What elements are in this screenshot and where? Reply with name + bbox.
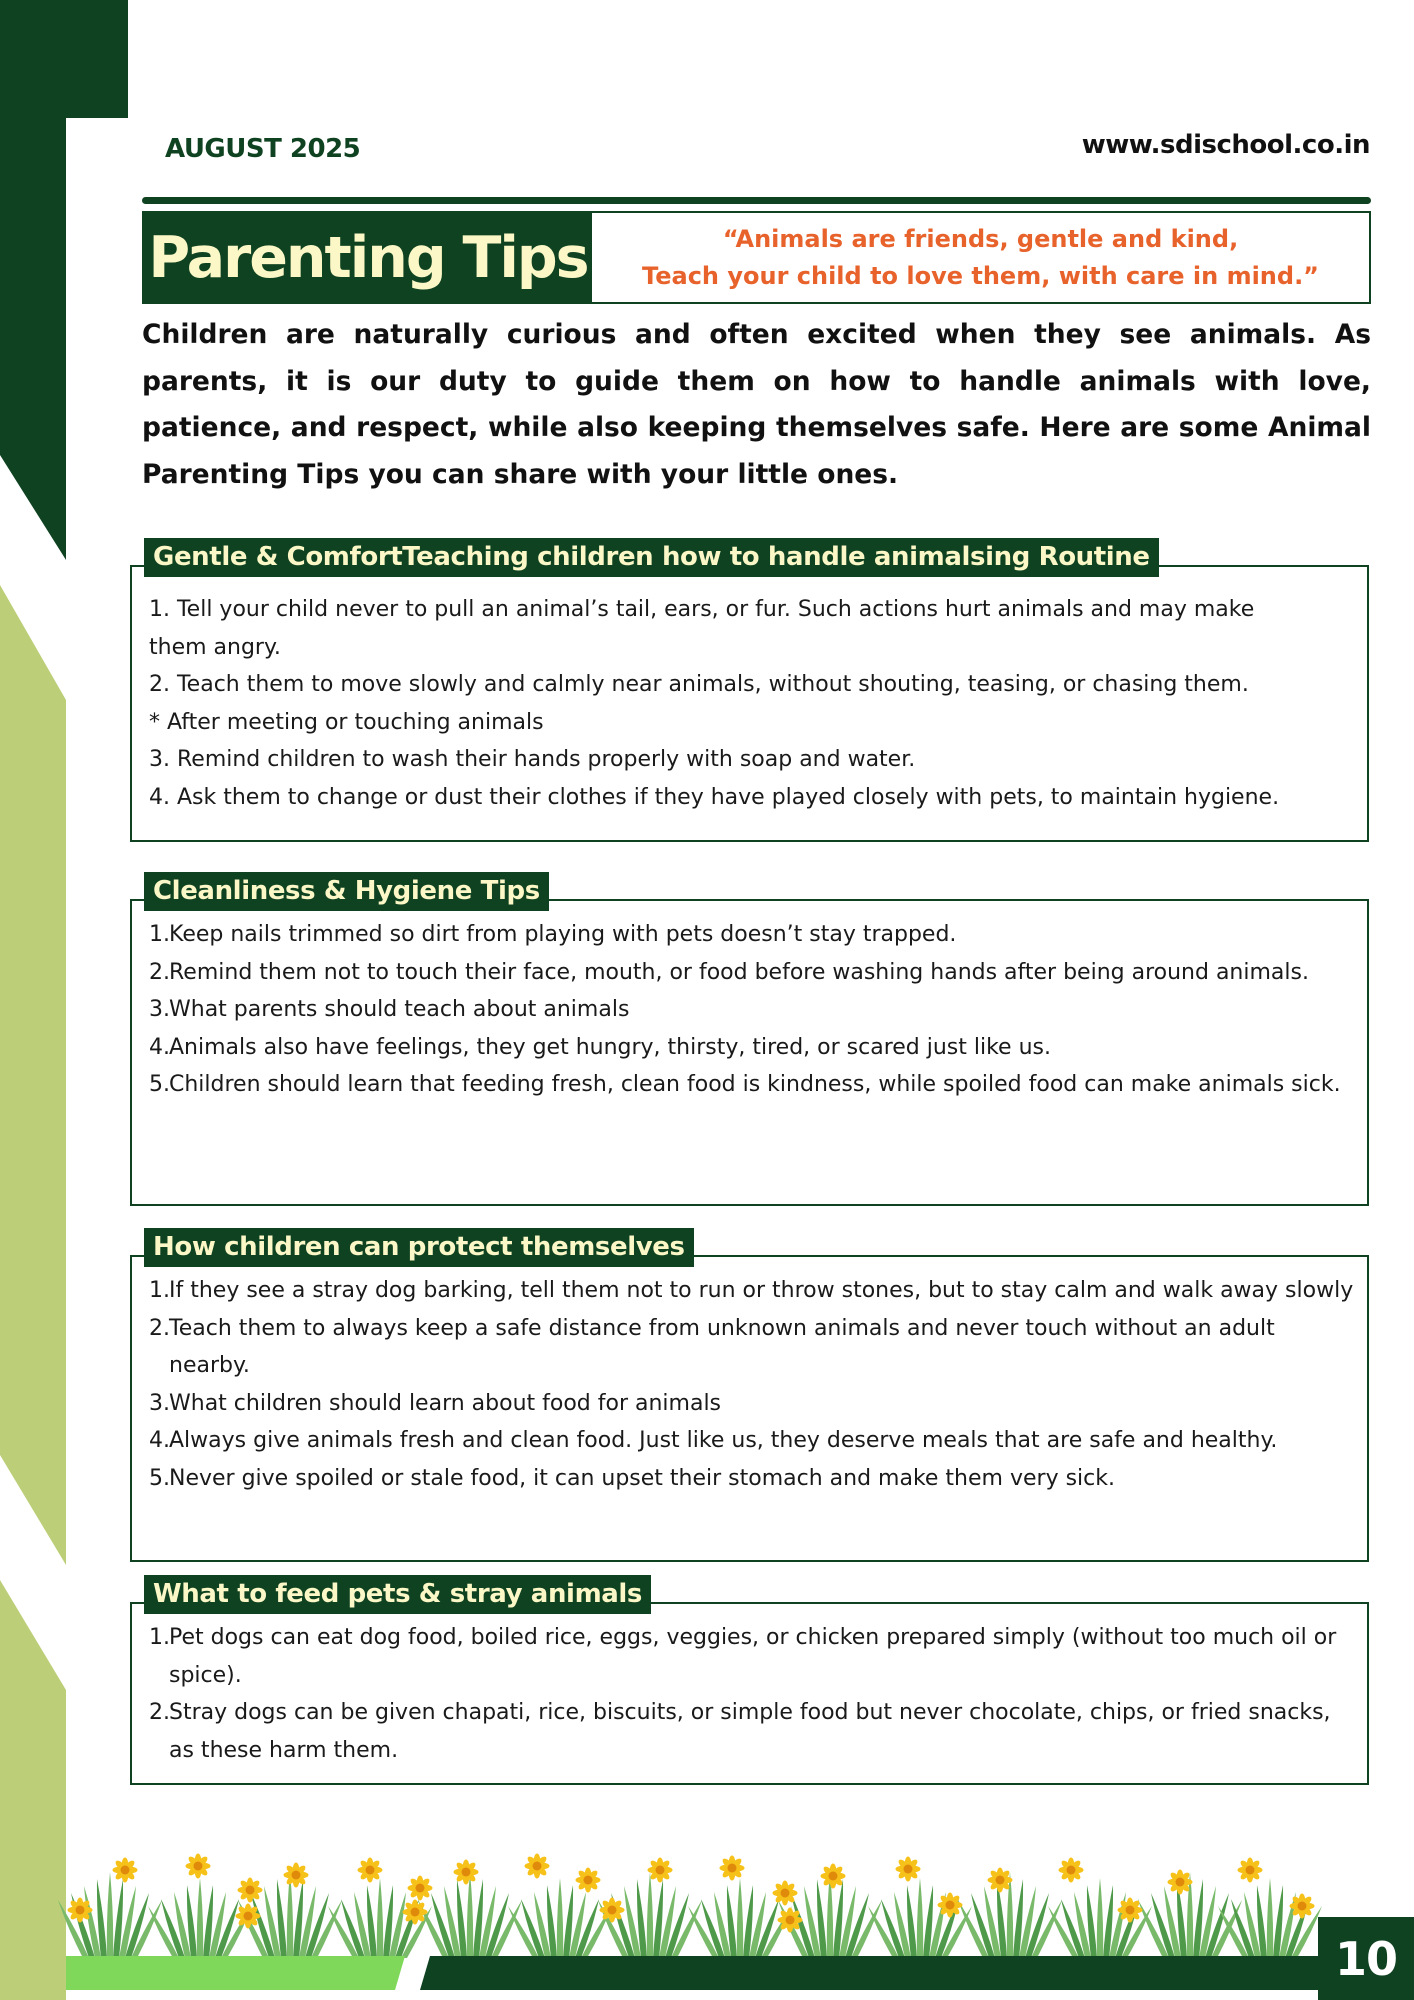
title-banner — [142, 211, 1371, 304]
flower-center — [904, 1865, 913, 1874]
list-item: 5. Children should learn that feeding fresh, clean food is kindness, while spoiled food can make animals sick. — [149, 1072, 1341, 1097]
list-item: 3. What children should learn about food for animals — [149, 1390, 722, 1416]
flower-center — [1246, 1866, 1255, 1875]
grass-blade — [1267, 1878, 1273, 1958]
section-cleanliness-hygiene — [130, 872, 1369, 1206]
flower-center — [996, 1876, 1005, 1885]
grass-blade — [1097, 1878, 1103, 1958]
bottom-light-green-bar — [66, 1956, 405, 1990]
flower-center — [194, 1862, 203, 1871]
flower-center — [462, 1868, 471, 1877]
light-green-side-strip — [0, 585, 66, 1565]
list-item: 1. If they see a stray dog barking, tell them not to run or throw stones, but to stay calm and walk away slowly — [149, 1278, 1354, 1303]
list-item: 3. What parents should teach about animals — [149, 997, 630, 1022]
quote-line-2: Teach your child to love them, with care in mind.” — [642, 261, 1319, 290]
title-block — [144, 213, 592, 302]
list-item: 4. Always give animals fresh and clean food. Just like us, they deserve meals that are safe and healthy. — [149, 1428, 1278, 1453]
list-item: 2. Remind them not to touch their face, mouth, or food before washing hands after being around animals. — [149, 959, 1309, 985]
title-quote — [592, 213, 1369, 302]
list-item: 2. Teach them to always keep a safe distance from unknown animals and never touch without an adult nearby. — [149, 1315, 1275, 1378]
flower-center — [246, 1886, 255, 1895]
flower-center — [244, 1912, 253, 1921]
grass-blade — [377, 1878, 383, 1958]
section-protect-themselves — [130, 1228, 1369, 1562]
grass-blade — [557, 1878, 563, 1958]
flower-center — [584, 1876, 593, 1885]
grass-flower-border — [58, 1854, 1322, 1959]
grass-blade — [287, 1872, 293, 1958]
list-line: 3. Remind children to wash their hands properly with soap and water. — [149, 747, 916, 772]
school-website: www.sdischool.co.in — [1081, 130, 1370, 160]
dark-green-side-strip — [0, 0, 128, 560]
flower-center — [781, 1889, 790, 1898]
list-line: them angry. — [149, 634, 281, 660]
list-item: 1. Pet dogs can eat dog food, boiled rice, eggs, veggies, or chicken prepared simply (without too much oil or spice). — [149, 1625, 1337, 1688]
list-line: * After meeting or touching animals — [149, 709, 544, 735]
list-line: 1. Tell your child never to pull an animal’s tail, ears, or fur. Such actions hurt animals and may make — [149, 597, 1255, 622]
list-item: 1. Keep nails trimmed so dirt from playing with pets doesn’t stay trapped. — [149, 922, 957, 947]
flower-center — [121, 1866, 130, 1875]
section-gentle-handling — [130, 538, 1369, 842]
quote-line-1: “Animals are friends, gentle and kind, — [722, 224, 1239, 253]
flower-center — [416, 1884, 425, 1893]
grass-blade — [917, 1878, 923, 1958]
flower-center — [656, 1866, 665, 1875]
page-title: Parenting Tips — [148, 224, 588, 291]
grass-blade — [197, 1878, 203, 1958]
section-heading: What to feed pets & stray animals — [144, 1575, 651, 1614]
list-item: 4. Animals also have feelings, they get hungry, thirsty, tired, or scared just like us. — [149, 1034, 1051, 1060]
list-line: 2. Teach them to move slowly and calmly near animals, without shouting, teasing, or chasing them. — [149, 672, 1249, 697]
flower-center — [292, 1871, 301, 1880]
flower-center — [786, 1916, 795, 1925]
section-list — [149, 1619, 1361, 1769]
flower-center — [1176, 1878, 1185, 1887]
flower-center — [946, 1901, 955, 1910]
section-lines — [149, 591, 1361, 816]
page-number: 10 — [1318, 1917, 1414, 2000]
flower-center — [829, 1872, 838, 1881]
flower-center — [411, 1908, 420, 1917]
header-rule — [142, 197, 1371, 204]
flower-center — [1298, 1902, 1307, 1911]
section-list — [149, 916, 1361, 1104]
section-what-to-feed — [130, 1575, 1369, 1785]
list-item: 5. Never give spoiled or stale food, it can upset their stomach and make them very sick. — [149, 1465, 1115, 1491]
issue-date: AUGUST 2025 — [165, 134, 361, 164]
grass-blade — [467, 1872, 473, 1958]
bottom-dark-green-bar — [420, 1956, 1318, 1990]
section-heading: Cleanliness & Hygiene Tips — [144, 872, 549, 911]
section-list — [149, 1272, 1361, 1497]
flower-center — [1126, 1906, 1135, 1915]
grass-blade — [737, 1878, 743, 1958]
intro-paragraph: Children are naturally curious and often excited when they see animals. As parents, it is our duty to guide them on how to handle animals with love, patience, and respect, while also keeping themselves safe. Here are some Animal Parenting Tips you can share with your little ones. — [142, 319, 1371, 490]
flower-center — [533, 1862, 542, 1871]
grass-blade — [107, 1872, 113, 1958]
list-item: 2. Stray dogs can be given chapati, rice, biscuits, or simple food but never chocolate, chips, or fried snacks, as these harm them. — [149, 1700, 1331, 1763]
flower-center — [366, 1866, 375, 1875]
section-heading: Gentle & ComfortTeaching children how to handle animalsing Routine — [144, 538, 1159, 577]
section-heading: How children can protect themselves — [144, 1228, 694, 1267]
flower-center — [76, 1906, 85, 1915]
flower-center — [1067, 1866, 1076, 1875]
flower-center — [728, 1864, 737, 1873]
grass-blade — [647, 1872, 653, 1958]
flower-center — [608, 1906, 617, 1915]
list-line: 4. Ask them to change or dust their clothes if they have played closely with pets, to maintain hygiene. — [149, 784, 1280, 810]
light-green-side-strip-lower — [0, 1580, 66, 2000]
